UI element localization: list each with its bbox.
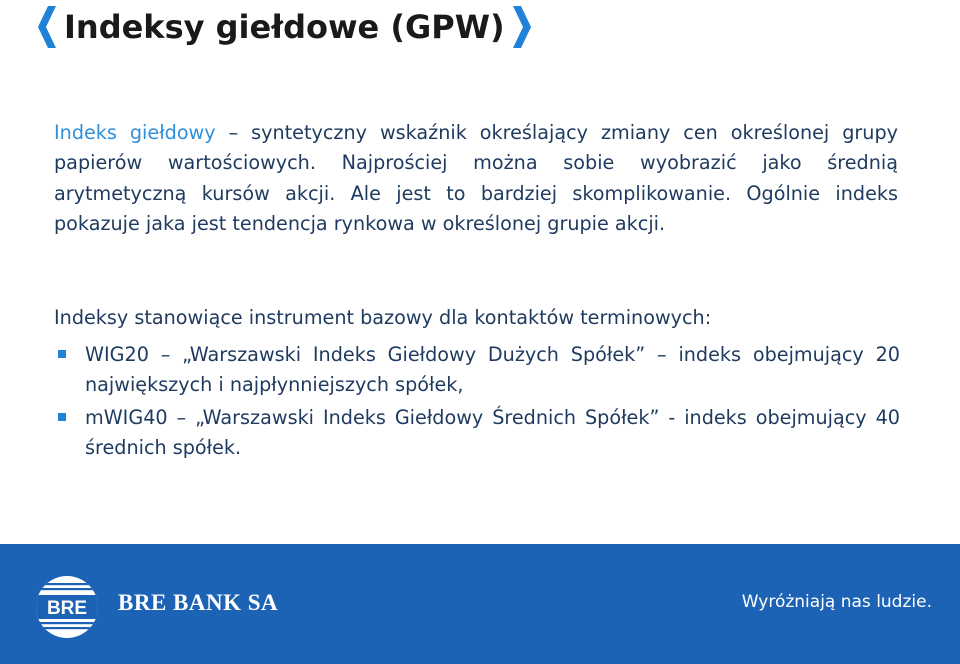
list-item (54, 340, 900, 401)
definition-text: – syntetyczny wskaźnik określający zmiany cen określonej grupy papierów wartościowych. Najprościej można sobie wyobrazić jako średnią arytmetyczną kursów akcji. Ale jest to bardziej skomplikowanie. Ogólnie indeks pokazuje jaka jest tendencja rynkowa w określonej grupie akcji. (54, 121, 898, 235)
list-item-text: WIG20 – „Warszawski Indeks Giełdowy Dużych Spółek” – indeks obejmujący 20 największych i najpłynniejszych spółek, (85, 343, 900, 397)
bre-logo-icon (34, 574, 100, 640)
lead-paragraph: Indeksy stanowiące instrument bazowy dla kontaktów terminowych: (54, 306, 712, 329)
bank-name: BRE BANK SA (118, 590, 279, 615)
title-bar (36, 0, 533, 54)
page-title: Indeksy giełdowe (GPW) (64, 8, 505, 46)
footer-bar (0, 544, 960, 664)
chevron-left-icon (36, 4, 58, 50)
chevron-right-icon (511, 4, 533, 50)
square-bullet-icon (58, 350, 66, 358)
index-list (54, 340, 900, 465)
list-item (54, 403, 900, 464)
list-item-text: mWIG40 – „Warszawski Indeks Giełdowy Średnich Spółek” - indeks obejmujący 40 średnich spółek. (85, 405, 900, 459)
definition-paragraph (54, 118, 898, 239)
logo-text: BRE (46, 598, 88, 619)
definition-term: Indeks giełdowy (54, 121, 216, 144)
slogan: Wyróżniają nas ludzie. (741, 592, 932, 612)
square-bullet-icon (58, 413, 66, 421)
